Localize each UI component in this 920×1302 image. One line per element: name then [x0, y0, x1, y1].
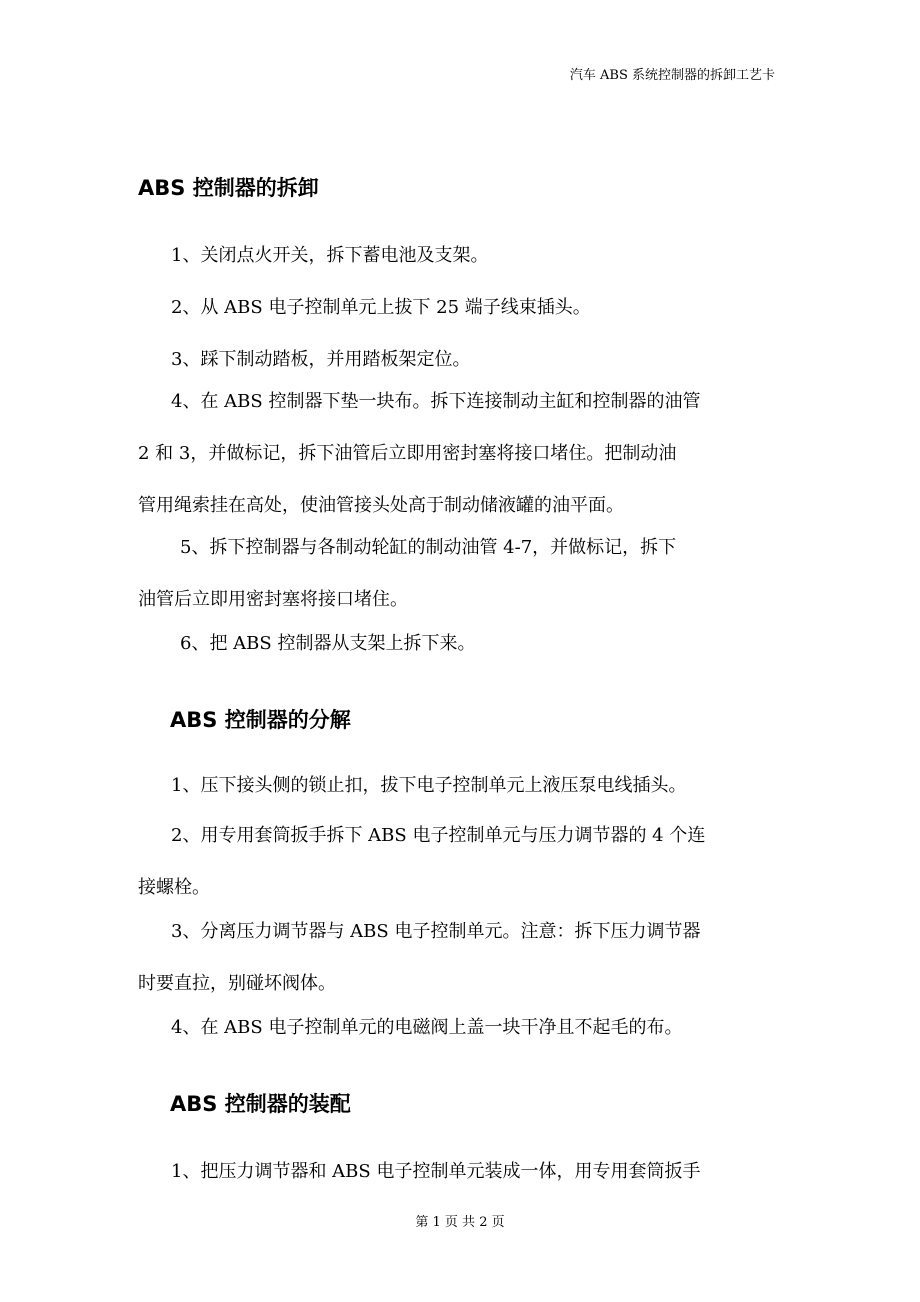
step-paragraph: [138, 618, 788, 670]
page-header: 汽车 ABS 系统控制器的拆卸工艺卡: [569, 68, 775, 83]
section-title-assembly: ABS 控制器的装配: [170, 1092, 351, 1116]
step-paragraph: [138, 376, 788, 532]
paragraph-line: 时要直拉，别碰坏阀体。: [138, 973, 336, 994]
paragraph-line: 接螺栓。: [138, 877, 210, 898]
header-rule: [138, 90, 778, 91]
step-paragraph: [138, 230, 788, 282]
paragraph-line: 管用绳索挂在高处，使油管接头处高于制动储液罐的油平面。: [138, 495, 624, 516]
paragraph-line: 6、把 ABS 控制器从支架上拆下来。: [180, 633, 476, 654]
page-footer: 第 1 页 共 2 页: [415, 1215, 505, 1230]
step-paragraph: [138, 760, 788, 812]
step-paragraph: [138, 1002, 788, 1054]
step-paragraph: [138, 522, 788, 626]
paragraph-line: 2 和 3，并做标记，拆下油管后立即用密封塞将接口堵住。把制动油: [138, 443, 677, 464]
step-paragraph: [138, 282, 788, 334]
paragraph-line: 1、压下接头侧的锁止扣，拔下电子控制单元上液压泵电线插头。: [171, 775, 687, 796]
paragraph-line: 1、把压力调节器和 ABS 电子控制单元装成一体，用专用套筒扳手: [171, 1161, 701, 1182]
paragraph-line: 5、拆下控制器与各制动轮缸的制动油管 4-7，并做标记，拆下: [180, 537, 677, 558]
paragraph-line: 2、从 ABS 电子控制单元上拔下 25 端子线束插头。: [171, 297, 591, 318]
paragraph-line: 4、在 ABS 控制器下垫一块布。拆下连接制动主缸和控制器的油管: [171, 391, 701, 412]
paragraph-line: 2、用专用套筒扳手拆下 ABS 电子控制单元与压力调节器的 4 个连: [171, 825, 706, 846]
step-paragraph: [138, 1146, 788, 1198]
paragraph-line: 4、在 ABS 电子控制单元的电磁阀上盖一块干净且不起毛的布。: [171, 1017, 683, 1038]
section-title-decomposition: ABS 控制器的分解: [170, 708, 351, 732]
step-paragraph: [138, 810, 788, 914]
section-title-disassembly: ABS 控制器的拆卸: [138, 176, 319, 200]
paragraph-line: 油管后立即用密封塞将接口堵住。: [138, 589, 408, 610]
paragraph-line: 3、踩下制动踏板，并用踏板架定位。: [171, 349, 471, 370]
step-paragraph: [138, 906, 788, 1010]
paragraph-line: 1、关闭点火开关，拆下蓄电池及支架。: [171, 245, 489, 266]
paragraph-line: 3、分离压力调节器与 ABS 电子控制单元。注意：拆下压力调节器: [171, 921, 701, 942]
